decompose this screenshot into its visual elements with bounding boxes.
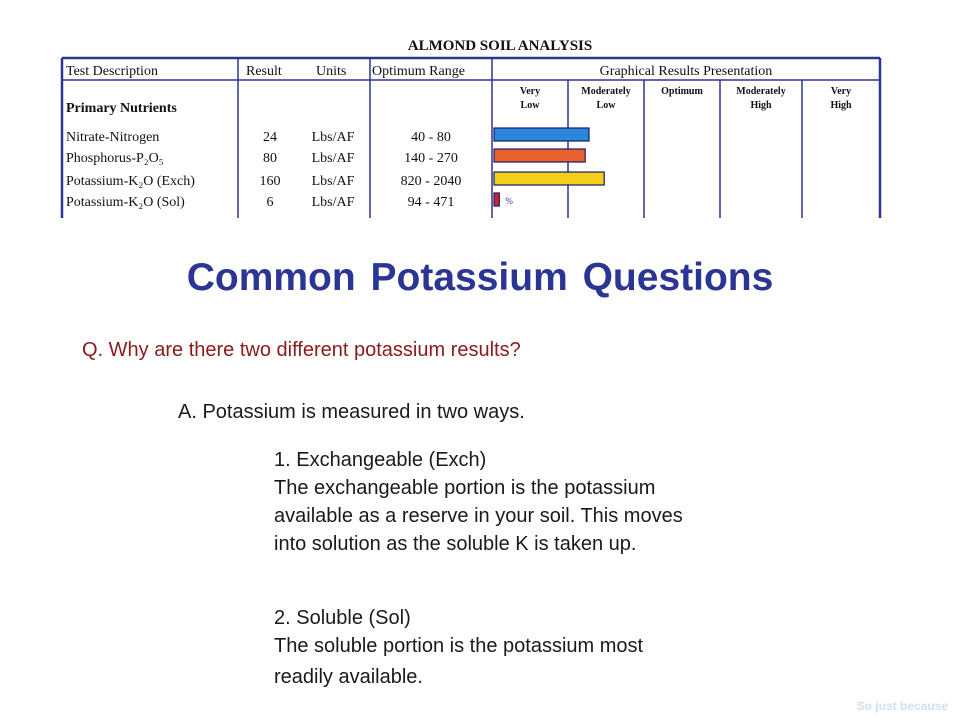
header-test-description: Test Description: [66, 64, 158, 79]
row-result: 160: [259, 174, 281, 189]
header-optimum-range: Optimum Range: [372, 64, 465, 79]
table-grid: [62, 58, 880, 218]
row-range: 94 - 471: [407, 195, 455, 210]
row-name: Phosphorus-P₂O₅: [66, 151, 164, 166]
answer-text: A. Potassium is measured in two ways.: [178, 401, 525, 423]
item-line: readily available.: [274, 666, 423, 688]
item-exchangeable: [274, 446, 683, 558]
header-units: Units: [316, 64, 347, 79]
result-bars: [494, 128, 604, 206]
row-name: Nitrate-Nitrogen: [66, 130, 160, 145]
page-title: Common Potassium Questions: [186, 256, 774, 299]
header-graphical: Graphical Results Presentation: [599, 64, 773, 79]
row-range: 820 - 2040: [400, 174, 462, 189]
result-bar: [494, 193, 499, 206]
level-label: High: [750, 100, 772, 111]
level-label: Very: [830, 86, 852, 97]
level-label: Very: [519, 86, 541, 97]
row-result: 6: [266, 195, 274, 210]
result-bar: [494, 128, 589, 141]
level-label: Optimum: [661, 86, 703, 97]
item-line: The exchangeable portion is the potassium: [274, 477, 656, 499]
item-line: The soluble portion is the potassium most: [274, 635, 644, 657]
header-result: Result: [246, 64, 282, 79]
row-name: Potassium-K₂O (Exch): [66, 174, 195, 189]
row-result: 24: [263, 130, 277, 145]
item-line: 1. Exchangeable (Exch): [274, 449, 487, 471]
row-result: 80: [263, 151, 277, 166]
item-line: into solution as the soluble K is taken up.: [274, 533, 637, 555]
result-bar: [494, 149, 585, 162]
soil-analysis-table: [58, 34, 882, 218]
bar-marker: %: [505, 196, 513, 206]
item-line: 2. Soluble (Sol): [274, 607, 411, 629]
level-label: Low: [520, 100, 540, 111]
row-units: Lbs/AF: [311, 174, 355, 189]
footer-text: So just because: [856, 699, 948, 713]
row-units: Lbs/AF: [311, 195, 355, 210]
section-label: Primary Nutrients: [66, 101, 177, 116]
row-units: Lbs/AF: [311, 130, 355, 145]
level-label: Moderately: [736, 86, 786, 97]
level-label: Moderately: [581, 86, 631, 97]
soil-analysis-title: ALMOND SOIL ANALYSIS: [407, 38, 593, 54]
row-range: 40 - 80: [411, 130, 451, 145]
row-range: 140 - 270: [404, 151, 458, 166]
row-name: Potassium-K₂O (Sol): [66, 195, 185, 210]
level-label: Low: [596, 100, 616, 111]
question-text: Q. Why are there two different potassium results?: [82, 339, 521, 361]
row-units: Lbs/AF: [311, 151, 355, 166]
item-soluble: [274, 604, 643, 691]
level-label: High: [830, 100, 852, 111]
result-bar: [494, 172, 604, 185]
item-line: available as a reserve in your soil. This moves: [274, 505, 683, 527]
